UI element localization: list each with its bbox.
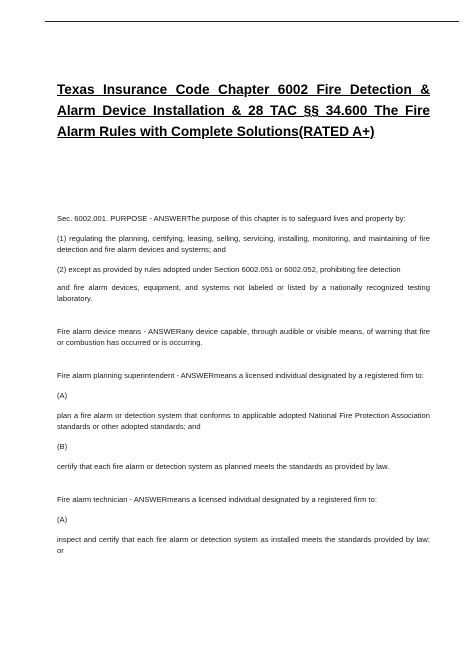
fire-alarm-device-definition: Fire alarm device means - ANSWERany device capable, through audible or visible means, of warning that fire or combustion has occurred or is occurring. xyxy=(57,327,430,347)
superintendent-item-b-label: (B) xyxy=(57,442,68,451)
purpose-item-1: (1) regulating the planning, certifying, leasing, selling, servicing, installing, monitoring, and maintaining of fire detection and fire alarm devices and systems; and xyxy=(57,234,430,254)
purpose-item-2-continued: and fire alarm devices, equipment, and systems not labeled or listed by a nationally recognized testing laboratory. xyxy=(57,283,430,303)
technician-item-a-text: inspect and certify that each fire alarm or detection system as installed meets the standards provided by law; or xyxy=(57,535,430,555)
purpose-paragraph: Sec. 6002.001. PURPOSE - ANSWERThe purpose of this chapter is to safeguard lives and property by: xyxy=(57,214,406,223)
purpose-item-2: (2) except as provided by rules adopted under Section 6002.051 or 6002.052, prohibiting fire detection xyxy=(57,265,401,274)
document-title: Texas Insurance Code Chapter 6002 Fire Detection & Alarm Device Installation & 28 TAC §§ 34.600 The Fire Alarm Rules with Complete Solutions(RATED A+) xyxy=(57,82,430,139)
header-rule xyxy=(45,21,459,22)
document-body xyxy=(57,213,430,565)
fire-alarm-technician-definition: Fire alarm technician - ANSWERmeans a licensed individual designated by a registered firm to: xyxy=(57,495,377,504)
superintendent-item-a-label: (A) xyxy=(57,391,68,400)
planning-superintendent-definition: Fire alarm planning superintendent - ANSWERmeans a licensed individual designated by a registered firm to: xyxy=(57,371,424,380)
superintendent-item-b-text: certify that each fire alarm or detection system as planned meets the standards as provided by law. xyxy=(57,462,390,471)
technician-item-a-label: (A) xyxy=(57,515,68,524)
superintendent-item-a-text: plan a fire alarm or detection system that conforms to applicable adopted National Fire Protection Association standards or other adopted standards; and xyxy=(57,411,430,431)
